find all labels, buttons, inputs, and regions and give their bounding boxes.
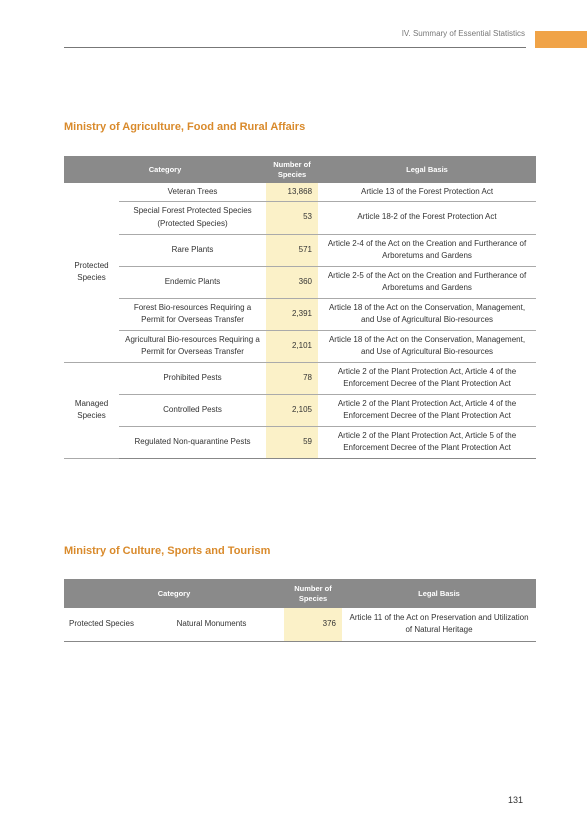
table-header-row	[64, 156, 536, 183]
column-header-number: Number of Species	[284, 579, 342, 608]
row-number: 78	[266, 362, 318, 394]
table-row	[64, 608, 536, 641]
column-header-category: Category	[64, 579, 284, 608]
section-title-culture: Ministry of Culture, Sports and Tourism	[64, 545, 271, 557]
row-number: 376	[284, 608, 342, 641]
row-number: 2,101	[266, 330, 318, 362]
row-category: Agricultural Bio-resources Requiring a Permit for Overseas Transfer	[119, 330, 266, 362]
table-row	[64, 298, 536, 330]
row-legal-basis: Article 13 of the Forest Protection Act	[318, 183, 536, 201]
row-legal-basis: Article 18 of the Act on the Conservation, Management, and Use of Agricultural Bio-resources	[318, 298, 536, 330]
header-rule	[64, 47, 526, 48]
row-number: 2,391	[266, 298, 318, 330]
column-header-category: Category	[64, 156, 266, 183]
row-number: 571	[266, 234, 318, 266]
table-row	[64, 394, 536, 426]
running-header: IV. Summary of Essential Statistics	[401, 29, 525, 38]
row-legal-basis: Article 2-4 of the Act on the Creation and Furtherance of Arboretums and Gardens	[318, 234, 536, 266]
row-legal-basis: Article 11 of the Act on Preservation and Utilization of Natural Heritage	[342, 608, 536, 641]
table-agriculture	[64, 156, 536, 459]
row-category: Prohibited Pests	[119, 362, 266, 394]
table-row	[64, 362, 536, 394]
group-label-protected: Protected Species	[64, 183, 119, 362]
table-row	[64, 201, 536, 234]
header-accent-tab	[535, 31, 587, 48]
row-number: 59	[266, 426, 318, 458]
row-legal-basis: Article 2-5 of the Act on the Creation and Furtherance of Arboretums and Gardens	[318, 266, 536, 298]
table-header-row	[64, 579, 536, 608]
row-category: Endemic Plants	[119, 266, 266, 298]
row-legal-basis: Article 2 of the Plant Protection Act, Article 4 of the Enforcement Decree of the Plant Protection Act	[318, 362, 536, 394]
row-number: 13,868	[266, 183, 318, 201]
row-number: 360	[266, 266, 318, 298]
page-number: 131	[508, 795, 524, 805]
section-title-agriculture: Ministry of Agriculture, Food and Rural Affairs	[64, 121, 306, 133]
row-legal-basis: Article 18-2 of the Forest Protection Act	[318, 201, 536, 234]
group-label-protected: Protected Species	[64, 608, 139, 641]
column-header-number: Number of Species	[266, 156, 318, 183]
row-category: Natural Monuments	[139, 608, 284, 641]
table-row	[64, 330, 536, 362]
row-category: Rare Plants	[119, 234, 266, 266]
column-header-legal-basis: Legal Basis	[342, 579, 536, 608]
row-category: Controlled Pests	[119, 394, 266, 426]
row-number: 53	[266, 201, 318, 234]
table-row	[64, 266, 536, 298]
row-category: Special Forest Protected Species (Protected Species)	[119, 201, 266, 234]
row-legal-basis: Article 2 of the Plant Protection Act, Article 4 of the Enforcement Decree of the Plant Protection Act	[318, 394, 536, 426]
column-header-legal-basis: Legal Basis	[318, 156, 536, 183]
table-row	[64, 234, 536, 266]
row-category: Forest Bio-resources Requiring a Permit for Overseas Transfer	[119, 298, 266, 330]
table-culture	[64, 579, 536, 642]
group-label-managed: Managed Species	[64, 362, 119, 458]
row-category: Veteran Trees	[119, 183, 266, 201]
row-number: 2,105	[266, 394, 318, 426]
row-legal-basis: Article 18 of the Act on the Conservation, Management, and Use of Agricultural Bio-resources	[318, 330, 536, 362]
row-legal-basis: Article 2 of the Plant Protection Act, Article 5 of the Enforcement Decree of the Plant Protection Act	[318, 426, 536, 458]
table-row	[64, 426, 536, 458]
row-category: Regulated Non-quarantine Pests	[119, 426, 266, 458]
table-row	[64, 183, 536, 201]
